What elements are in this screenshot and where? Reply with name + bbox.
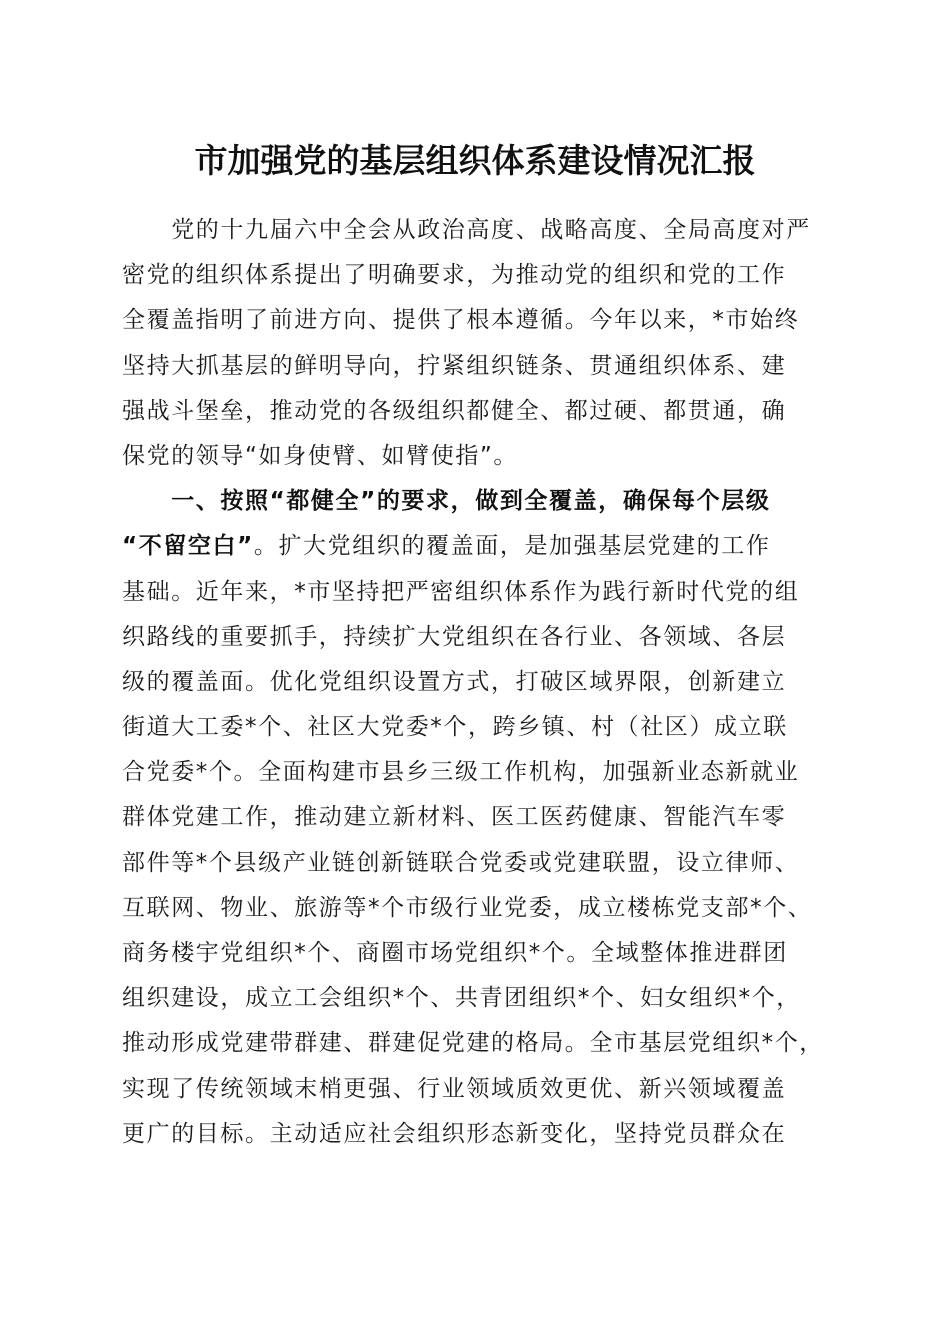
text-line: 全覆盖指明了前进方向、提供了根本遵循。今年以来，*市始终	[122, 307, 800, 334]
text-line: 推动形成党建带群建、群建促党建的格局。全市基层党组织*个，	[122, 1030, 824, 1057]
text-line: 群体党建工作，推动建立新材料、医工医药健康、智能汽车零	[122, 804, 787, 831]
text-line: 织路线的重要抓手，持续扩大党组织在各行业、各领域、各层	[122, 623, 787, 650]
text-line: 更广的目标。主动适应社会组织形态新变化，坚持党员群众在	[122, 1120, 787, 1147]
section-heading-line: 一、按照“都健全”的要求，做到全覆盖，确保每个层级	[122, 488, 771, 515]
paragraph-section-one	[122, 479, 832, 1157]
text-line: 商务楼宇党组织*个、商圈市场党组织*个。全域整体推进群团	[122, 940, 788, 966]
text-line: 党的十九届六中全会从政治高度、战略高度、全局高度对严	[122, 217, 811, 243]
document-body	[122, 208, 832, 1157]
text-line: 合党委*个。全面构建市县乡三级工作机构，加强新业态新就业	[122, 759, 800, 786]
text-line: 坚持大抓基层的鲜明导向，拧紧组织链条、贯通组织体系、建	[122, 352, 787, 379]
document-title: 市加强党的基层组织体系建设情况汇报	[194, 141, 756, 180]
text-line	[122, 524, 832, 569]
text-line: 部件等*个县级产业链创新链联合党委或党建联盟，设立律师、	[122, 849, 800, 876]
section-heading-tail: “不留空白”	[122, 533, 254, 560]
paragraph-intro	[122, 208, 832, 479]
text-line: 街道大工委*个、社区大党委*个，跨乡镇、村（社区）成立联	[122, 714, 788, 741]
text-line: 保党的领导“如身使臂、如臂使指”。	[122, 442, 519, 469]
text-line: 密党的组织体系提出了明确要求，为推动党的组织和党的工作	[122, 262, 787, 289]
text-line: 互联网、物业、旅游等*个市级行业党委，成立楼栋党支部*个、	[122, 894, 813, 921]
text-line: 实现了传统领域末梢更强、行业领域质效更优、新兴领域覆盖	[122, 1075, 787, 1102]
text-line: 基础。近年来，*市坚持把严密组织体系作为践行新时代党的组	[122, 578, 800, 605]
text-line: 组织建设，成立工会组织*个、共青团组织*个、妇女组织*个，	[122, 985, 801, 1012]
text-line: 强战斗堡垒，推动党的各级组织都健全、都过硬、都贯通，确	[122, 397, 787, 424]
text-line: 级的覆盖面。优化党组织设置方式，打破区域界限，创新建立	[122, 668, 787, 695]
text-segment: 。扩大党组织的覆盖面，是加强基层党建的工作	[253, 533, 771, 560]
